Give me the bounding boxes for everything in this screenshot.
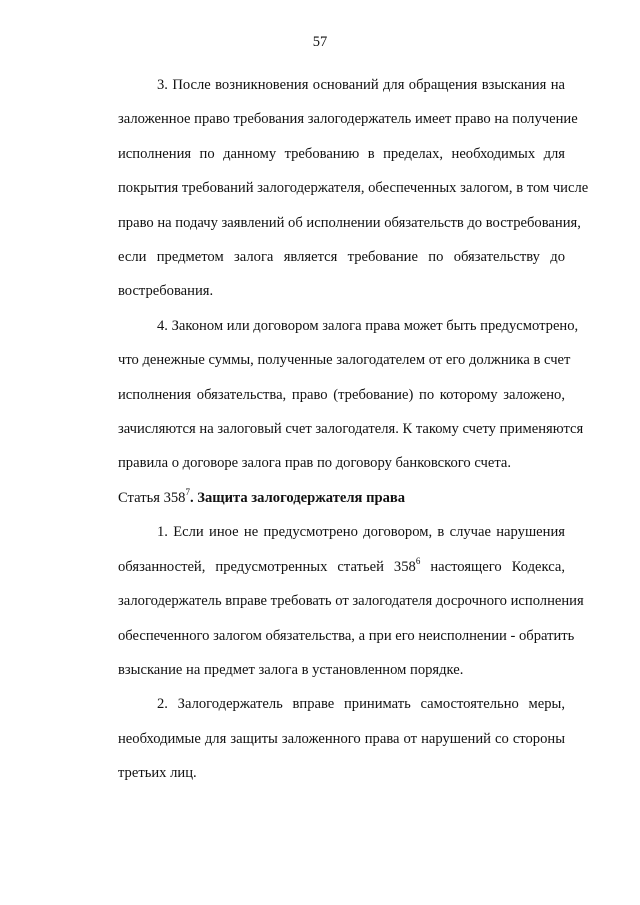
text-line: взыскание на предмет залога в установленном порядке. (118, 661, 464, 678)
text-line: зачисляются на залоговый счет залогодателя. К такому счету применяются (118, 421, 584, 438)
text-line: исполнения по данному требованию в пределах, необходимых для (118, 145, 565, 162)
reference-superscript: 6 (415, 555, 421, 566)
article-number: Статья 358 (118, 489, 186, 506)
text-line: правила о договоре залога прав по договору банковского счета. (118, 455, 512, 472)
text-line: право на подачу заявлений об исполнении обязательств до востребования, (118, 214, 581, 231)
text-line: 4. Законом или договором залога права может быть предусмотрено, (157, 317, 579, 334)
paragraph-4 (79, 309, 584, 481)
text-line: обеспеченного залогом обязательства, а при его неисполнении - обратить (118, 627, 575, 644)
text-line: необходимые для защиты заложенного права от нарушений со стороны (118, 730, 565, 747)
page-number: 57 (312, 34, 328, 50)
article-paragraph-2 (79, 687, 565, 790)
text-line-with-reference (79, 550, 565, 584)
text-line: если предметом залога является требование по обязательству до (118, 249, 565, 266)
text-line: третьих лиц. (118, 765, 197, 782)
text-line: исполнения обязательства, право (требование) по которому заложено, (118, 386, 565, 403)
article-separator: . (189, 489, 198, 506)
paragraph-3 (79, 68, 589, 309)
text-line: 1. Если иное не предусмотрено договором, в случае нарушения (157, 524, 565, 541)
text-line: востребования. (118, 283, 214, 300)
document-body (79, 68, 589, 791)
text-line: покрытия требований залогодержателя, обеспеченных залогом, в том числе (118, 180, 589, 197)
text-line: 3. После возникновения оснований для обращения взыскания на (157, 77, 565, 93)
text-fragment: настоящего Кодекса, (420, 558, 565, 575)
article-title: Защита залогодержателя права (197, 489, 406, 506)
text-line: заложенное право требования залогодержатель имеет право на получение (118, 111, 578, 128)
text-fragment: обязанностей, предусмотренных статьей 358 (118, 558, 416, 575)
article-paragraph-1 (79, 515, 584, 687)
text-line: залогодержатель вправе требовать от залогодателя досрочного исполнения (118, 593, 584, 610)
text-line: что денежные суммы, полученные залогодателем от его должника в счет (118, 352, 571, 369)
article-number-superscript: 7 (185, 487, 190, 498)
article-heading (79, 481, 565, 515)
text-line: 2. Залогодержатель вправе принимать самостоятельно меры, (157, 696, 565, 713)
